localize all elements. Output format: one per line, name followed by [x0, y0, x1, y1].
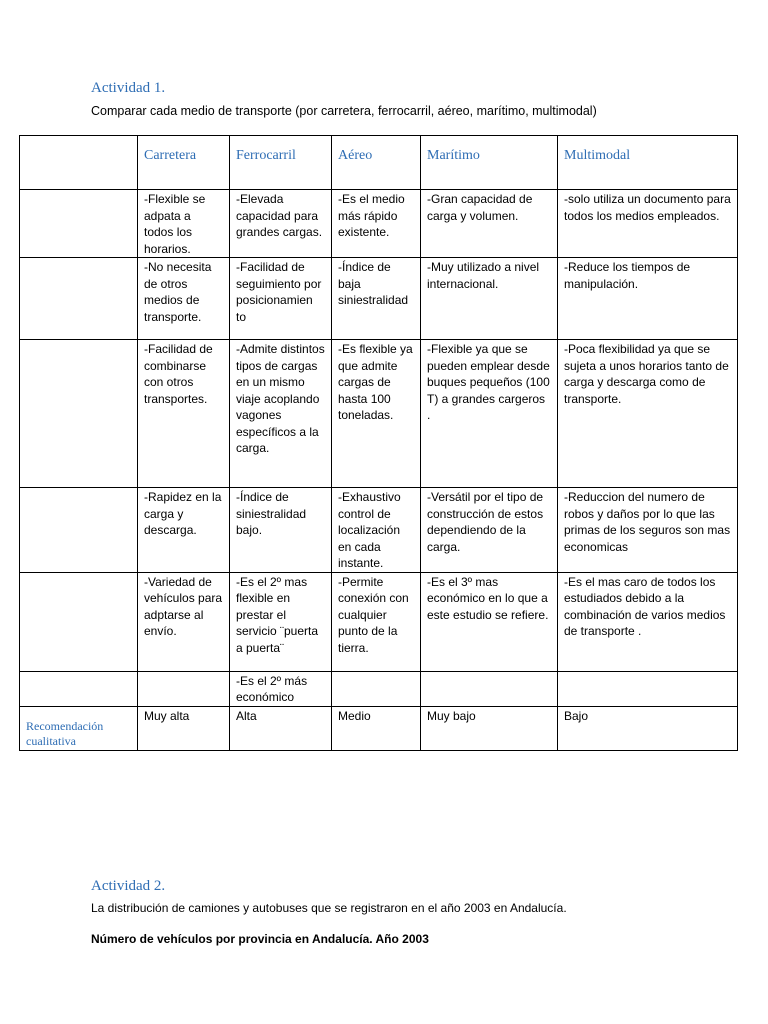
table-cell — [20, 190, 138, 258]
actividad-2-title: Actividad 2. — [91, 878, 166, 894]
table-row — [20, 572, 738, 671]
table-cell: -Rapidez en la carga y descarga. — [138, 488, 230, 573]
header-cell-ferrocarril: Ferrocarril — [230, 136, 332, 190]
table-cell: -solo utiliza un documento para todos los medios empleados. — [558, 190, 738, 258]
table-row — [20, 340, 738, 488]
table-cell: -Es el 2º mas flexible en prestar el servicio ¨puerta a puerta¨ — [230, 572, 332, 671]
table-row — [20, 671, 738, 706]
recommendation-value-multimodal: Bajo — [558, 706, 738, 750]
table-cell: -Elevada capacidad para grandes cargas. — [230, 190, 332, 258]
transport-comparison-table — [19, 135, 738, 751]
recommendation-value-maritimo: Muy bajo — [421, 706, 558, 750]
table-cell: -Versátil por el tipo de construcción de estos dependiendo de la carga. — [421, 488, 558, 573]
table-cell: -Variedad de vehículos para adptarse al envío. — [138, 572, 230, 671]
header-cell-empty — [20, 136, 138, 190]
table-cell: -Flexible ya que se pueden emplear desde buques pequeños (100 T) a grandes cargeros . — [421, 340, 558, 488]
table-cell: -Índice de baja siniestralidad — [332, 258, 421, 340]
header-cell-maritimo: Marítimo — [421, 136, 558, 190]
table-cell — [20, 572, 138, 671]
table-cell: -Es el 2º más económico — [230, 671, 332, 706]
table-cell: -Es flexible ya que admite cargas de hasta 100 toneladas. — [332, 340, 421, 488]
table-cell — [20, 258, 138, 340]
recommendation-value-carretera: Muy alta — [138, 706, 230, 750]
table-cell — [421, 671, 558, 706]
actividad-2-subtitle: Número de vehículos por provincia en Andalucía. Año 2003 — [91, 932, 429, 946]
table-cell: -Exhaustivo control de localización en cada instante. — [332, 488, 421, 573]
table-cell: -No necesita de otros medios de transporte. — [138, 258, 230, 340]
actividad-2-intro: La distribución de camiones y autobuses que se registraron en el año 2003 en Andalucía. — [91, 901, 567, 915]
table-cell: -Flexible se adpata a todos los horarios. — [138, 190, 230, 258]
table-cell — [332, 671, 421, 706]
table-cell — [558, 671, 738, 706]
table-cell: -Admite distintos tipos de cargas en un mismo viaje acoplando vagones específicos a la carga. — [230, 340, 332, 488]
table-cell: -Reduce los tiempos de manipulación. — [558, 258, 738, 340]
table-cell: -Facilidad de combinarse con otros transportes. — [138, 340, 230, 488]
table-cell: -Reduccion del numero de robos y daños por lo que las primas de los seguros son mas economicas — [558, 488, 738, 573]
table-row — [20, 488, 738, 573]
table-header-row — [20, 136, 738, 190]
recommendation-label: Recomendación cualitativa — [20, 706, 138, 750]
actividad-1-intro: Comparar cada medio de transporte (por carretera, ferrocarril, aéreo, marítimo, multimodal) — [91, 104, 597, 118]
header-cell-aereo: Aéreo — [332, 136, 421, 190]
table-row — [20, 190, 738, 258]
table-cell — [138, 671, 230, 706]
table-cell: -Poca flexibilidad ya que se sujeta a unos horarios tanto de carga y descarga como de transporte. — [558, 340, 738, 488]
table-cell — [20, 488, 138, 573]
table-row — [20, 258, 738, 340]
recommendation-row — [20, 706, 738, 750]
header-cell-carretera: Carretera — [138, 136, 230, 190]
header-cell-multimodal: Multimodal — [558, 136, 738, 190]
table-cell — [20, 340, 138, 488]
table-cell — [20, 671, 138, 706]
recommendation-value-aereo: Medio — [332, 706, 421, 750]
table-cell: -Gran capacidad de carga y volumen. — [421, 190, 558, 258]
table-cell: -Es el mas caro de todos los estudiados debido a la combinación de varios medios de transporte . — [558, 572, 738, 671]
table-cell: -Es el 3º mas económico en lo que a este estudio se refiere. — [421, 572, 558, 671]
recommendation-value-ferrocarril: Alta — [230, 706, 332, 750]
actividad-1-title: Actividad 1. — [91, 80, 166, 96]
table-cell: -Permite conexión con cualquier punto de la tierra. — [332, 572, 421, 671]
table-cell: -Índice de siniestralidad bajo. — [230, 488, 332, 573]
table-cell: -Muy utilizado a nivel internacional. — [421, 258, 558, 340]
table-cell: -Es el medio más rápido existente. — [332, 190, 421, 258]
table-cell: -Facilidad de seguimiento por posicionamien to — [230, 258, 332, 340]
